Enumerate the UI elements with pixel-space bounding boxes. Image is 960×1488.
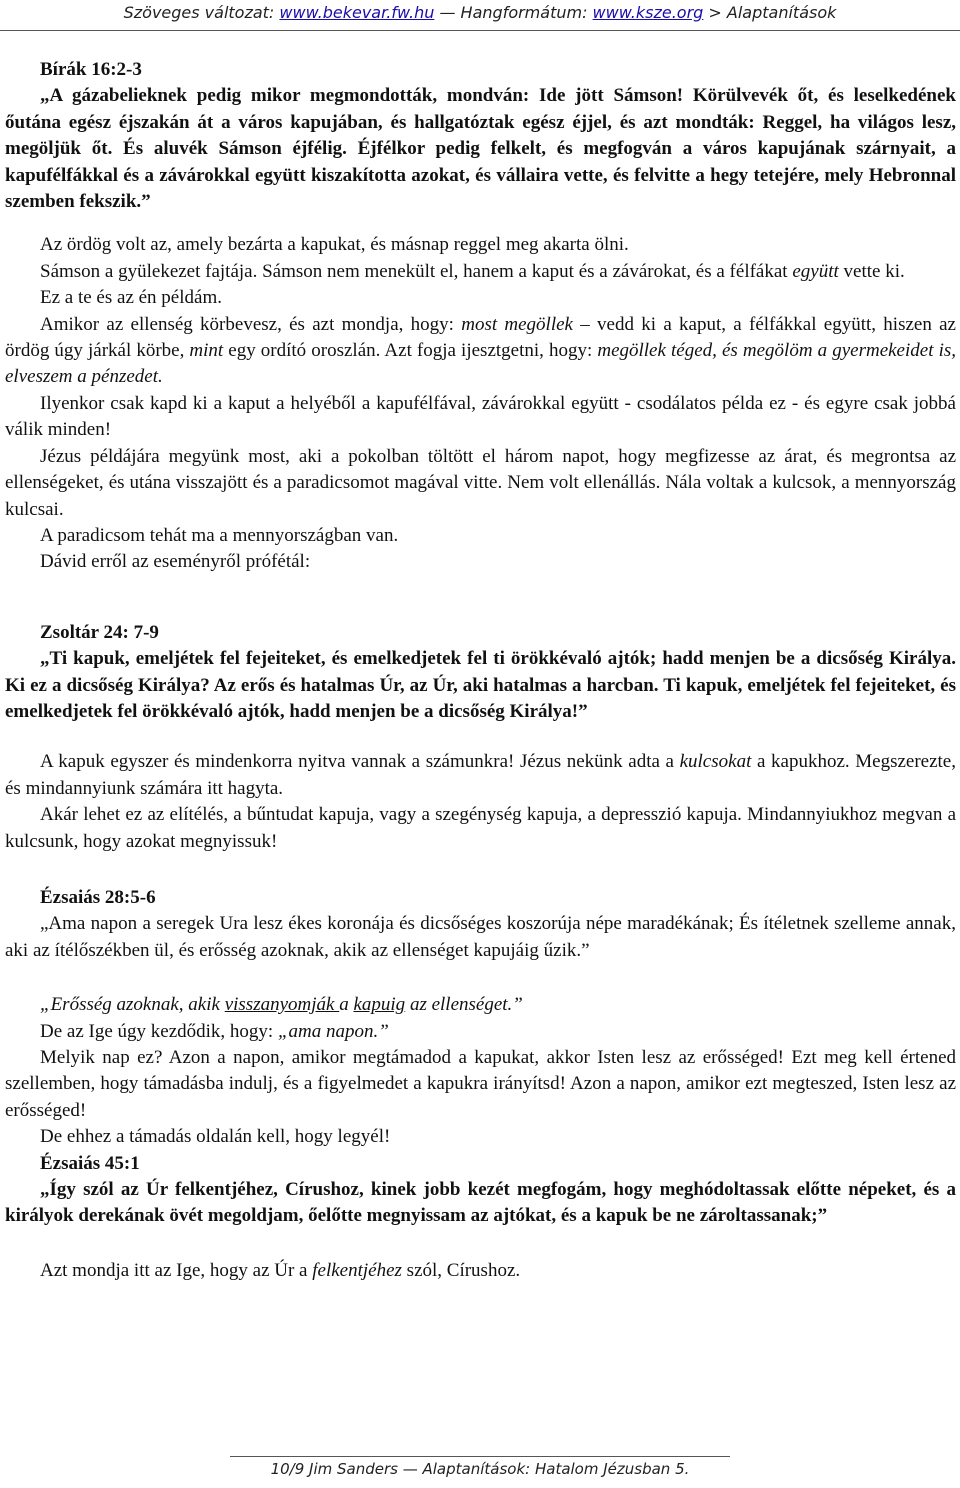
paragraph: Azt mondja itt az Ige, hogy az Úr a felkentjéhez szól, Círushoz. bbox=[40, 1259, 521, 1281]
scripture-quote: „Ti kapuk, emeljétek fel fejeiteket, és emelkedjetek fel ti örökkévaló ajtók; hadd menjen be a dicsőség Királya. Ki ez a dicsőség Királya? Az erős és hatalmas Úr, az Úr, aki hatalmas a harcban. Ti kapuk, emeljétek fel fejeiteket, és emelkedjetek fel örökkévaló ajtók, hadd menjen be a dicsőség Királya!” bbox=[5, 648, 956, 722]
header-rule bbox=[0, 30, 960, 31]
paragraph: Akár lehet ez az elítélés, a bűntudat kapuja, vagy a szegénység kapuja, a depresszió kapuja. Mindannyiukhoz megvan a kulcsunk, hogy azokat megnyissuk! bbox=[5, 804, 956, 852]
scripture-quote: „Így szól az Úr felkentjéhez, Círushoz, kinek jobb kezét megfogám, hogy meghódoltassak előtte népeket, és a királyok derekának övét megoldjam, őelőtte megnyissam az ajtókat, és a kapuk be ne zároltassanak;” bbox=[5, 1179, 956, 1227]
paragraph: Amikor az ellenség körbevesz, és azt mondja, hogy: most megöllek – vedd ki a kaput, a félfákkal együtt, hiszen az ördög úgy járkál körbe, mint egy ordító oroszlán. Azt fogja ijesztgetni, hogy: megöllek téged, és megölöm a gyermekeidet is, elveszem a pénzedet. bbox=[5, 313, 956, 388]
page-footer bbox=[0, 1456, 960, 1482]
paragraph: Ez a te és az én példám. bbox=[40, 287, 222, 309]
section-heading-zsoltar: Zsoltár 24: 7-9 bbox=[40, 621, 159, 643]
paragraph: De ehhez a támadás oldalán kell, hogy legyél! bbox=[40, 1126, 391, 1148]
section-heading-ezsaias-28: Ézsaiás 28:5-6 bbox=[40, 886, 156, 908]
paragraph: Melyik nap ez? Azon a napon, amikor megtámadod a kapukat, akkor Isten lesz az erősséged! Ezt meg kell értened szellemben, hogy támadásba indulj, és a figyelmedet a kapukra irányítsd! Azon a napon, amikor ezt megteszed, Isten lesz az erősséged! bbox=[5, 1047, 956, 1121]
scripture-quote: „Erősség azoknak, akik visszanyomják a kapuig az ellenséget.” bbox=[40, 994, 523, 1016]
paragraph: De az Ige úgy kezdődik, hogy: „ama napon.” bbox=[40, 1020, 389, 1042]
header-prefix: Szöveges változat: bbox=[123, 3, 280, 22]
paragraph: Dávid erről az eseményről prófétál: bbox=[40, 551, 311, 573]
paragraph: A paradicsom tehát ma a mennyországban van. bbox=[40, 524, 399, 546]
header-mid: — Hangformátum: bbox=[434, 3, 593, 22]
paragraph: Ilyenkor csak kapd ki a kaput a helyéből a kapufélfával, závárokkal együtt - csodálatos példa ez - és egyre csak jobbá válik minden! bbox=[5, 392, 956, 441]
section-heading-ezsaias-45: Ézsaiás 45:1 bbox=[40, 1152, 140, 1174]
scripture-quote: „A gázabelieknek pedig mikor megmondották, mondván: Ide jött Sámson! Körülvevék őt, és leselkedének őutána egész éjszakán át a város kapujában, és hallgatóztak egész éjjel, és azt mondták: Reggel, ha világos lesz, megöljük őt. És aluvék Sámson éjfélig. Éjfélkor pedig felkelt, és megfogván a város kapujának szárnyait, a kapufélfákkal és a závárokkal együtt kiszakította azokat, és vállaira vette, és felvitte a hegy tetejére, mely Hebronnal szemben fekszik.” bbox=[5, 85, 956, 213]
paragraph: Sámson a gyülekezet fajtája. Sámson nem menekült el, hanem a kaput és a závárokat, és a félfákat együtt vette ki. bbox=[40, 260, 905, 282]
ksze-link[interactable]: www.ksze.org bbox=[592, 3, 704, 22]
bekevar-link[interactable]: www.bekevar.fw.hu bbox=[279, 3, 435, 22]
document-body bbox=[5, 55, 956, 1284]
footer-rule bbox=[230, 1456, 730, 1457]
footer-text: 10/9 Jim Sanders — Alaptanítások: Hatalom Jézusban 5. bbox=[270, 1460, 690, 1478]
scripture-quote: „Ama napon a seregek Ura lesz ékes koronája és dicsőséges koszorúja népe maradékának; És ítéletnek szelleme annak, aki az ítélőszékben ül, és erősség azoknak, akik az ellenséget kapujáig űzik.” bbox=[5, 913, 956, 961]
paragraph: Jézus példájára megyünk most, aki a pokolban töltött el három napot, hogy megfizesse az árat, és megrontsa az ellenségeket, és utána visszajött és a paradicsomot magával vitte. Nem volt ellenállás. Nála voltak a kulcsok, a mennyország kulcsai. bbox=[5, 445, 956, 520]
paragraph: A kapuk egyszer és mindenkorra nyitva vannak a számunkra! Jézus nekünk adta a kulcsokat a kapukhoz. Megszerezte, és mindannyiunk számára itt hagyta. bbox=[5, 751, 956, 799]
page-header bbox=[0, 0, 960, 26]
paragraph: Az ördög volt az, amely bezárta a kapukat, és másnap reggel meg akarta ölni. bbox=[40, 234, 629, 256]
header-suffix: > Alaptanítások bbox=[703, 3, 837, 22]
section-heading-biro: Bírák 16:2-3 bbox=[40, 59, 142, 80]
